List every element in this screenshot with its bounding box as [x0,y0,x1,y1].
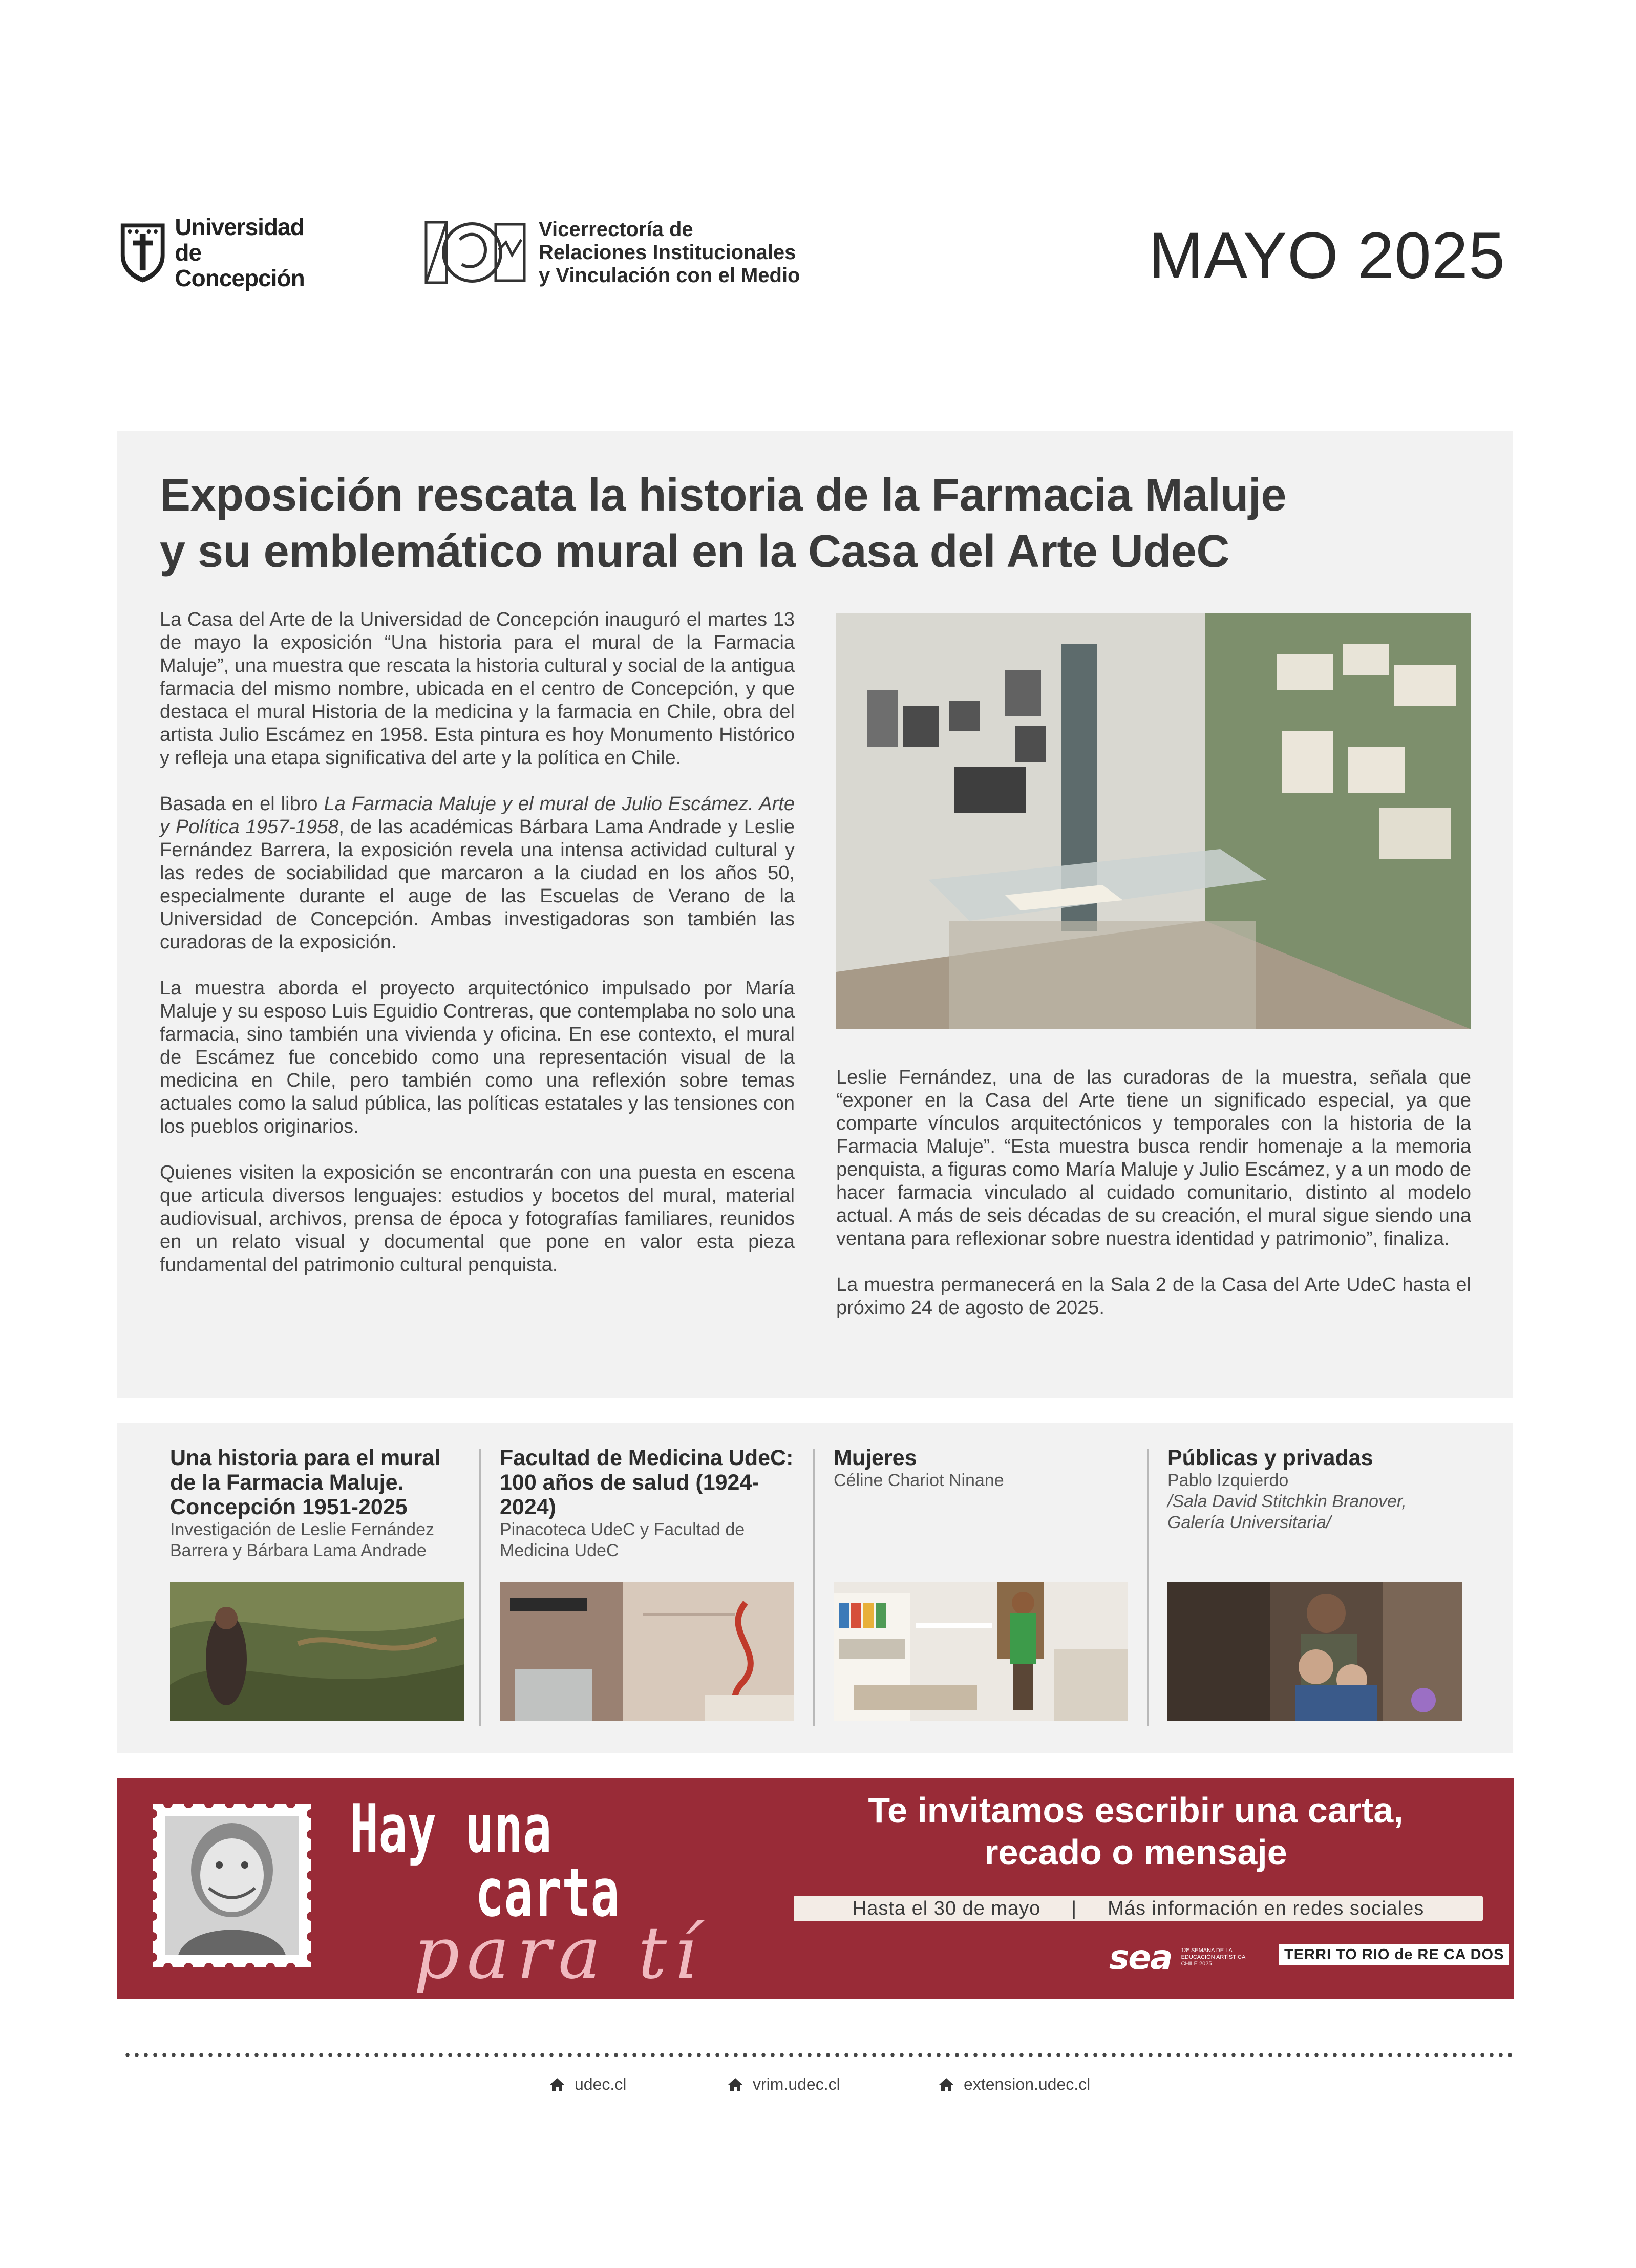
banner-invite-line1: Te invitamos escribir una carta, [868,1790,1404,1830]
related-separator-1 [479,1449,481,1726]
related-separator-2 [813,1449,815,1726]
article-column-right [836,1066,1471,1343]
footer-link-udec-label: udec.cl [575,2075,627,2093]
article-paragraph-5: Leslie Fernández, una de las curadoras de la muestra, señala que “exponer en la Casa del Arte tiene un significado especial, ya que comparte vínculos arquitectónicos y temporales con la historia de la Farmacia Maluje”. “Esta muestra busca rendir homenaje a la memoria penquista, a figuras como María Maluje y Julio Escámez, y a un modo de hacer farmacia vinculado al cuidado comunitario, distinto al modelo actual. A más de seis décadas de su creación, el mural sigue siendo una ventana para reflexionar sobre nuestra identidad y patrimonio”, finaliza. [836,1067,1471,1249]
related-item-3-subtitle: Céline Chariot Ninane [834,1471,1004,1490]
sea-logo-word: sea [1109,1938,1172,1977]
main-article [117,431,1513,1398]
footer-link-vrim[interactable] [727,2075,840,2094]
home-icon [727,2077,743,2092]
footer-link-extension[interactable] [938,2075,1090,2094]
related-item-3-image[interactable] [834,1582,1128,1721]
footer-link-extension-label: extension.udec.cl [964,2075,1091,2093]
related-item-4-image[interactable] [1167,1582,1462,1721]
p2-text-start: Basada en el libro [160,793,324,815]
related-item-1-title: Una historia para el mural de la Farmacia Maluje. Concepción 1951-2025 [170,1446,441,1519]
article-paragraph-1: La Casa del Arte de la Universidad de Concepción inauguró el martes 13 de mayo la exposición “Una historia para el mural de la Farmacia Maluje”, una muestra que rescata la historia cultural y social de la antigua farmacia del mismo nombre, ubicada en el centro de Concepción, y que destaca el mural Historia de la medicina y la farmacia en Chile, obra del artista Julio Escámez en 1958. Esta pintura es hoy Monumento Histórico y refleja una etapa significativa del arte y la política en Chile. [160,609,795,769]
article-paragraph-6: La muestra permanecerá en la Sala 2 de la Casa del Arte UdeC hasta el próximo 24 de agosto de 2025. [836,1274,1471,1319]
udec-name-line1: Universidad [175,214,304,240]
related-item-1-subtitle: Investigación de Leslie Fernández Barrera y Bárbara Lama Andrade [170,1520,434,1560]
vrim-name-line2: Relaciones Institucionales [539,241,796,264]
related-item-2-image[interactable] [500,1582,794,1721]
banner-hay-una: Hay una [350,1790,552,1868]
related-item-2[interactable] [500,1446,797,1561]
vrim-mark-icon [424,219,526,286]
banner-more-info: Más información en redes sociales [1108,1897,1425,1919]
postage-stamp-icon [147,1798,316,1973]
sea-logo-caption: 13ª SEMANA DE LA EDUCACIÓN ARTÍSTICA CHILE 2025 [1181,1947,1245,1967]
article-paragraph-3: La muestra aborda el proyecto arquitectónico impulsado por María Maluje y su esposo Luis Eguidio Contreras, que contemplaba no solo una farmacia, sino también una vivienda y oficina. En ese contexto, el mural de Escámez fue concebido como una representación visual de la medicina en Chile, pero también como una reflexión sobre temas actuales como la salud pública, las políticas estatales y las tensiones con los pueblos originarios. [160,978,795,1137]
banner-carta: carta [475,1854,620,1932]
banner-invite-line2: recado o mensaje [984,1832,1287,1872]
vrim-name-line1: Vicerrectoría de [539,218,693,241]
banner-deadline: Hasta el 30 de mayo [852,1897,1041,1919]
related-item-3-title: Mujeres [834,1446,917,1470]
sea-logo [1109,1938,1258,1977]
home-icon [549,2077,565,2092]
related-item-4[interactable] [1167,1446,1464,1533]
udec-logo [118,214,333,291]
article-title [160,467,1491,580]
article-column-left [160,608,795,1300]
banner-invite [767,1789,1504,1873]
related-item-2-title: Facultad de Medicina UdeC: 100 años de salud (1924-2024) [500,1446,794,1519]
udec-shield-icon [118,220,167,285]
footer-link-vrim-label: vrim.udec.cl [753,2075,840,2093]
udec-name [175,214,333,291]
related-item-1[interactable] [170,1446,467,1561]
banner-info-strip [794,1896,1483,1921]
related-item-2-subtitle: Pinacoteca UdeC y Facultad de Medicina UdeC [500,1520,745,1560]
related-item-4-title: Públicas y privadas [1167,1446,1373,1470]
related-item-1-image[interactable] [170,1582,464,1721]
vrim-name [539,218,800,287]
related-item-4-subtitle: Pablo Izquierdo [1167,1471,1289,1490]
home-icon [938,2077,954,2092]
udec-name-line2: de Concepción [175,239,305,291]
issue-month: MAYO 2025 [1149,219,1505,292]
book-title: La Farmacia Maluje y el mural de Julio Escámez. Arte y Política 1957-1958 [160,793,795,838]
banner-divider: | [1071,1897,1077,1919]
vrim-logo [424,219,834,286]
footer-link-udec[interactable] [549,2075,626,2094]
related-item-3[interactable] [834,1446,1131,1491]
article-paragraph-2 [160,793,795,954]
banner-para-ti: para tí [414,1912,705,1995]
related-separator-3 [1147,1449,1149,1726]
exhibition-photo [836,613,1471,1029]
article-paragraph-4: Quienes visiten la exposición se encontrarán con una puesta en escena que articula diversos lenguajes: estudios y bocetos del mural, material audiovisual, archivos, prensa de época y fotografías familiares, reunidos en un relato visual y documental que pone en valor esta pieza fundamental del patrimonio cultural penquista. [160,1162,795,1276]
letter-campaign-banner[interactable] [117,1778,1514,1999]
p2-text-end: , de las académicas Bárbara Lama Andrade y Leslie Fernández Barrera, la exposición revela una intensa actividad cultural y las redes de sociabilidad que marcaron a la ciudad en los años 50, especialmente durante el auge de las Escuelas de Verano de la Universidad de Concepción. Ambas investigadoras son también las curadoras de la exposición. [160,816,795,953]
vrim-name-line3: y Vinculación con el Medio [539,264,800,287]
article-title-line1: Exposición rescata la historia de la Farmacia Maluje [160,470,1286,521]
territorio-logo-text: TERRI TO RIO de RE CA DOS [1284,1946,1504,1963]
article-title-line2: y su emblemático mural en la Casa del Arte UdeC [160,526,1229,577]
footer-dotted-divider [123,2052,1512,2058]
related-item-4-venue: /Sala David Stitchkin Branover, Galería Universitaria/ [1167,1492,1407,1532]
territorio-de-recados-logo [1279,1944,1509,1965]
related-exhibitions [117,1423,1513,1753]
